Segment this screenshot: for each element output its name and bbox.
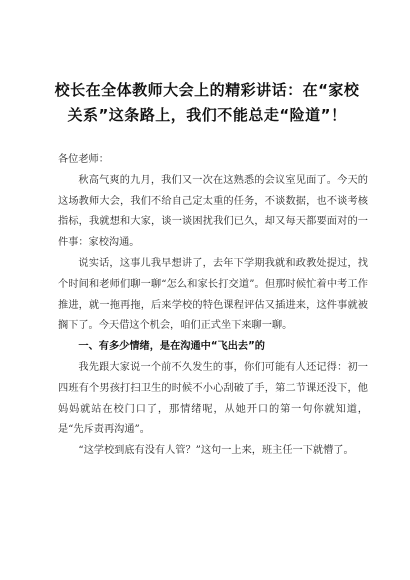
paragraph: 秋高气爽的九月，我们又一次在这熟悉的会议室见面了。今天的这场教师大会，我们不给自己定太重的任务，不谈数据，也不谈考核指标，我就想和大家，谈一谈困扰我们已久，却又每天都要面对的一件事：家校沟通。 [58,174,368,249]
salutation: 各位老师： [58,154,109,165]
document-title: 校长在全体教师大会上的精彩讲话：在“家校关系”这条路上，我们不能总走“险道”！ [54,81,360,124]
document-body [58,150,368,462]
paragraph: “这学校到底有没有人管？”这句一上来，班主任一下就懵了。 [78,445,354,457]
paragraph: 说实话，这事儿我早想讲了，去年下学期我就和政教处提过，找个时间和老师们聊一聊“怎么和家长打交道”。但那时候忙着中考工作推进，就一拖再拖，后来学校的特色课程评估又插进来，这件事就被搁下了。今天借这个机会，咱们正式坐下来聊一聊。 [58,257,368,332]
section-heading: 一、有多少情绪，是在沟通中“飞出去”的 [78,341,265,353]
paragraph: 我先跟大家说一个前不久发生的事，你们可能有人还记得：初一四班有个男孩打扫卫生的时候不小心刮破了手，第二节课还没下，他妈妈就站在校门口了，那情绪呢，从她开口的第一句你就知道，是“先斥责再沟通”。 [58,361,368,436]
